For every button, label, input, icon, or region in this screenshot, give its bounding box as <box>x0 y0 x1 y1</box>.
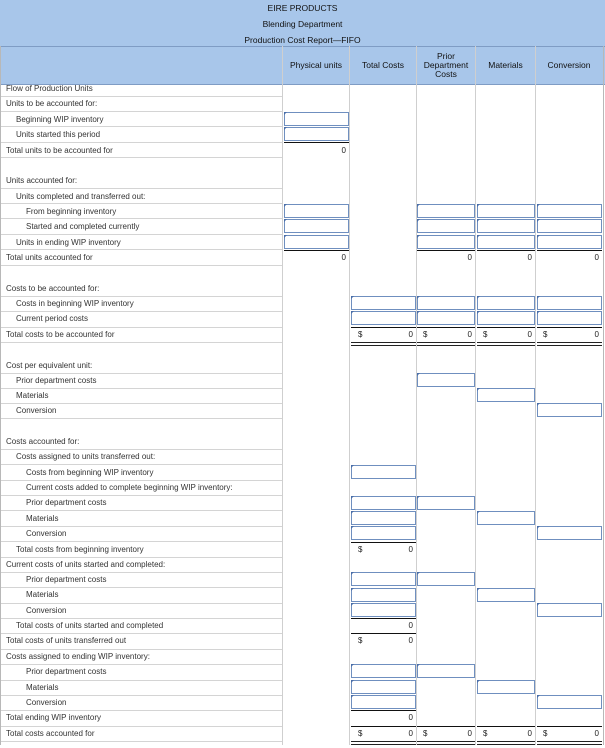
col-prior-line3: Costs <box>435 68 457 79</box>
value-total-units-to-account: 0 <box>341 146 346 155</box>
row-separator <box>1 218 282 219</box>
department-name: Blending Department <box>262 19 343 29</box>
row-separator <box>1 633 282 634</box>
value-total-costs-to-account-tc: 0 <box>408 330 413 339</box>
label-total-costs-from-beg: Total costs from beginning inventory <box>16 545 144 554</box>
input-end-wip-conversion-tc[interactable] <box>351 695 416 709</box>
row-separator <box>1 664 282 665</box>
input-started-completed-conv[interactable] <box>537 219 602 233</box>
input-end-wip-materials-tc[interactable] <box>351 680 416 694</box>
grid-line <box>416 46 417 745</box>
label-current-costs-started: Current costs of units started and completed: <box>6 560 166 569</box>
input-current-period-tc[interactable] <box>351 311 416 325</box>
row-separator <box>1 541 282 542</box>
row-separator <box>1 418 282 419</box>
dollar-sign: $ <box>423 729 428 738</box>
row-separator <box>1 342 282 343</box>
total-rule <box>477 250 535 251</box>
row-separator <box>1 111 282 112</box>
row-separator <box>1 249 282 250</box>
value-total-accounted-prior: 0 <box>467 729 472 738</box>
dollar-sign: $ <box>543 729 548 738</box>
row-separator <box>1 587 282 588</box>
value-total-accounted-mat: 0 <box>527 729 532 738</box>
input-cpeu-prior[interactable] <box>417 373 475 387</box>
input-ccs-conversion-tc[interactable] <box>351 603 416 617</box>
input-costs-beg-wip-conv[interactable] <box>537 296 602 310</box>
dollar-sign: $ <box>483 729 488 738</box>
row-separator <box>1 726 282 727</box>
input-ccs-prior-tc[interactable] <box>351 572 416 586</box>
double-underline <box>351 741 416 745</box>
input-units-started[interactable] <box>284 127 349 141</box>
col-materials: Materials <box>488 59 523 70</box>
row-separator <box>1 203 282 204</box>
value-total-accounted-conv: 0 <box>594 729 599 738</box>
label-end-wip-prior: Prior department costs <box>26 667 107 676</box>
input-from-beg-inv-mat[interactable] <box>477 204 535 218</box>
row-separator <box>1 234 282 235</box>
label-total-costs-transferred: Total costs of units transferred out <box>6 636 127 645</box>
input-cpeu-materials[interactable] <box>477 388 535 402</box>
row-separator <box>1 618 282 619</box>
input-costs-beg-wip-prior[interactable] <box>417 296 475 310</box>
input-end-wip-materials-mat[interactable] <box>477 680 535 694</box>
label-started-completed: Started and completed currently <box>26 222 140 231</box>
value-total-accounted-tc: 0 <box>408 729 413 738</box>
dollar-sign: $ <box>358 636 363 645</box>
input-ccs-conversion-conv[interactable] <box>537 603 602 617</box>
label-total-units-accounted: Total units accounted for <box>6 253 93 262</box>
row-separator <box>1 265 282 266</box>
header-divider <box>0 46 605 47</box>
double-underline <box>417 741 475 745</box>
double-underline <box>351 342 416 346</box>
row-separator <box>1 526 282 527</box>
dollar-sign: $ <box>423 330 428 339</box>
row-separator <box>1 388 282 389</box>
row-separator <box>1 480 282 481</box>
grid-line <box>535 46 536 745</box>
value-total-units-accounted-pu: 0 <box>341 253 346 262</box>
row-separator <box>1 680 282 681</box>
row-separator <box>1 296 282 297</box>
value-total-units-accounted-conv: 0 <box>594 253 599 262</box>
input-end-wip-conversion-conv[interactable] <box>537 695 602 709</box>
col-total-costs: Total Costs <box>361 59 405 70</box>
row-separator <box>1 603 282 604</box>
double-underline <box>417 342 475 346</box>
dollar-sign: $ <box>543 330 548 339</box>
total-rule <box>284 142 349 143</box>
row-separator <box>1 464 282 465</box>
input-ccab-materials-mat[interactable] <box>477 511 535 525</box>
total-rule <box>351 710 416 711</box>
total-rule <box>351 542 416 543</box>
input-end-wip-conv[interactable] <box>537 235 602 249</box>
value-total-end-wip-tc: 0 <box>408 713 413 722</box>
input-ccab-materials-tc[interactable] <box>351 511 416 525</box>
row-separator <box>1 695 282 696</box>
grid-line <box>282 46 283 745</box>
value-total-transferred-tc: 0 <box>408 636 413 645</box>
total-rule <box>537 726 602 727</box>
input-costs-beg-wip-mat[interactable] <box>477 296 535 310</box>
input-costs-beg-wip-tc[interactable] <box>351 296 416 310</box>
input-current-period-prior[interactable] <box>417 311 475 325</box>
col-prior-line2: Department <box>423 59 469 70</box>
double-underline <box>477 342 535 346</box>
report-title: Production Cost Report—FIFO <box>244 35 361 45</box>
input-started-completed-prior[interactable] <box>417 219 475 233</box>
label-ccab-prior: Prior department costs <box>26 498 107 507</box>
row-separator <box>1 495 282 496</box>
input-ccab-conversion-tc[interactable] <box>351 526 416 540</box>
row-separator <box>1 449 282 450</box>
input-from-beg-inv-conv[interactable] <box>537 204 602 218</box>
total-rule <box>351 633 416 634</box>
total-rule <box>351 726 416 727</box>
row-separator <box>1 188 282 189</box>
row-separator <box>1 373 282 374</box>
label-total-costs-started: Total costs of units started and completed <box>16 621 164 630</box>
input-ccab-prior-prior[interactable] <box>417 496 475 510</box>
row-separator <box>1 157 282 158</box>
label-units-end-wip: Units in ending WIP inventory <box>16 238 121 247</box>
input-current-period-mat[interactable] <box>477 311 535 325</box>
value-total-from-beg-tc: 0 <box>408 545 413 554</box>
row-separator <box>1 126 282 127</box>
row-separator <box>1 327 282 328</box>
label-current-costs-added: Current costs added to complete beginning WIP inventory: <box>26 483 233 492</box>
input-started-completed-mat[interactable] <box>477 219 535 233</box>
row-separator <box>1 96 282 97</box>
double-underline <box>477 741 535 745</box>
row-separator <box>1 572 282 573</box>
grid-line <box>475 46 476 745</box>
input-from-beg-inv-prior[interactable] <box>417 204 475 218</box>
col-physical-units: Physical units <box>290 59 342 70</box>
label-ccab-conversion: Conversion <box>26 529 67 538</box>
input-end-wip-prior-prior[interactable] <box>417 664 475 678</box>
total-rule <box>351 327 416 328</box>
input-end-wip-prior[interactable] <box>417 235 475 249</box>
total-rule <box>417 726 475 727</box>
total-rule <box>477 726 535 727</box>
label-total-units-to-account: Total units to be accounted for <box>6 146 113 155</box>
label-cost-per-eu: Cost per equivalent unit: <box>6 361 93 370</box>
label-end-wip-materials: Materials <box>26 683 59 692</box>
input-costs-from-beg-wip-tc[interactable] <box>351 465 416 479</box>
value-total-costs-to-account-mat: 0 <box>527 330 532 339</box>
input-from-beg-inv-pu[interactable] <box>284 204 349 218</box>
label-costs-assigned-end-wip: Costs assigned to ending WIP inventory: <box>6 652 150 661</box>
label-units-started: Units started this period <box>16 130 101 139</box>
row-separator <box>1 741 282 742</box>
value-total-started-tc: 0 <box>408 621 413 630</box>
col-prior-department-costs <box>417 48 475 82</box>
value-total-costs-to-account-conv: 0 <box>594 330 599 339</box>
label-cpeu-prior: Prior department costs <box>16 376 97 385</box>
input-cpeu-conversion[interactable] <box>537 403 602 417</box>
row-separator <box>1 510 282 511</box>
total-rule <box>284 250 349 251</box>
total-rule <box>417 250 475 251</box>
input-end-wip-prior-tc[interactable] <box>351 664 416 678</box>
value-total-units-accounted-mat: 0 <box>527 253 532 262</box>
company-name: EIRE PRODUCTS <box>267 3 338 13</box>
label-current-period-costs: Current period costs <box>16 314 89 323</box>
input-ccab-prior-tc[interactable] <box>351 496 416 510</box>
dollar-sign: $ <box>358 729 363 738</box>
total-rule <box>417 327 475 328</box>
label-costs-to-account: Costs to be accounted for: <box>6 284 100 293</box>
label-total-costs-to-account: Total costs to be accounted for <box>6 330 115 339</box>
dollar-sign: $ <box>483 330 488 339</box>
total-rule <box>537 250 602 251</box>
label-costs-beg-wip: Costs in beginning WIP inventory <box>16 299 134 308</box>
row-separator <box>1 311 282 312</box>
grid-line <box>0 46 1 745</box>
value-total-units-accounted-prior: 0 <box>467 253 472 262</box>
grid-line <box>349 46 350 745</box>
input-end-wip-mat[interactable] <box>477 235 535 249</box>
row-separator <box>1 403 282 404</box>
grid-line <box>603 46 604 745</box>
row-separator <box>1 142 282 143</box>
label-cpeu-conversion: Conversion <box>16 406 57 415</box>
label-ccs-conversion: Conversion <box>26 606 67 615</box>
label-total-costs-accounted: Total costs accounted for <box>6 729 95 738</box>
input-started-completed-pu[interactable] <box>284 219 349 233</box>
label-total-end-wip: Total ending WIP inventory <box>6 713 102 722</box>
row-separator <box>1 710 282 711</box>
input-ccs-materials-mat[interactable] <box>477 588 535 602</box>
total-rule <box>477 327 535 328</box>
label-units-completed: Units completed and transferred out: <box>16 192 146 201</box>
double-underline <box>537 741 602 745</box>
label-costs-assigned-transferred: Costs assigned to units transferred out: <box>16 452 156 461</box>
col-prior-line1: Prior <box>437 50 455 61</box>
label-costs-from-beg-wip: Costs from beginning WIP inventory <box>26 468 154 477</box>
label-ccs-materials: Materials <box>26 590 59 599</box>
label-ccs-prior: Prior department costs <box>26 575 107 584</box>
col-conversion: Conversion <box>547 59 591 70</box>
input-current-period-conv[interactable] <box>537 311 602 325</box>
label-ccab-materials: Materials <box>26 514 59 523</box>
label-units-accounted: Units accounted for: <box>6 176 78 185</box>
total-rule <box>537 327 602 328</box>
label-units-to-account: Units to be accounted for: <box>6 99 98 108</box>
double-underline <box>537 342 602 346</box>
label-end-wip-conversion: Conversion <box>26 698 67 707</box>
input-beg-wip-units[interactable] <box>284 112 349 126</box>
label-costs-accounted: Costs accounted for: <box>6 437 80 446</box>
input-ccab-conversion-conv[interactable] <box>537 526 602 540</box>
input-ccs-prior-prior[interactable] <box>417 572 475 586</box>
dollar-sign: $ <box>358 330 363 339</box>
row-separator <box>1 557 282 558</box>
row-separator <box>1 649 282 650</box>
value-total-costs-to-account-prior: 0 <box>467 330 472 339</box>
label-flow: Flow of Production Units <box>6 84 93 93</box>
total-rule <box>351 618 416 619</box>
label-cpeu-materials: Materials <box>16 391 49 400</box>
input-ccs-materials-tc[interactable] <box>351 588 416 602</box>
input-end-wip-pu[interactable] <box>284 235 349 249</box>
dollar-sign: $ <box>358 545 363 554</box>
label-beg-wip: Beginning WIP inventory <box>16 115 104 124</box>
label-from-beg-inv: From beginning inventory <box>26 207 117 216</box>
